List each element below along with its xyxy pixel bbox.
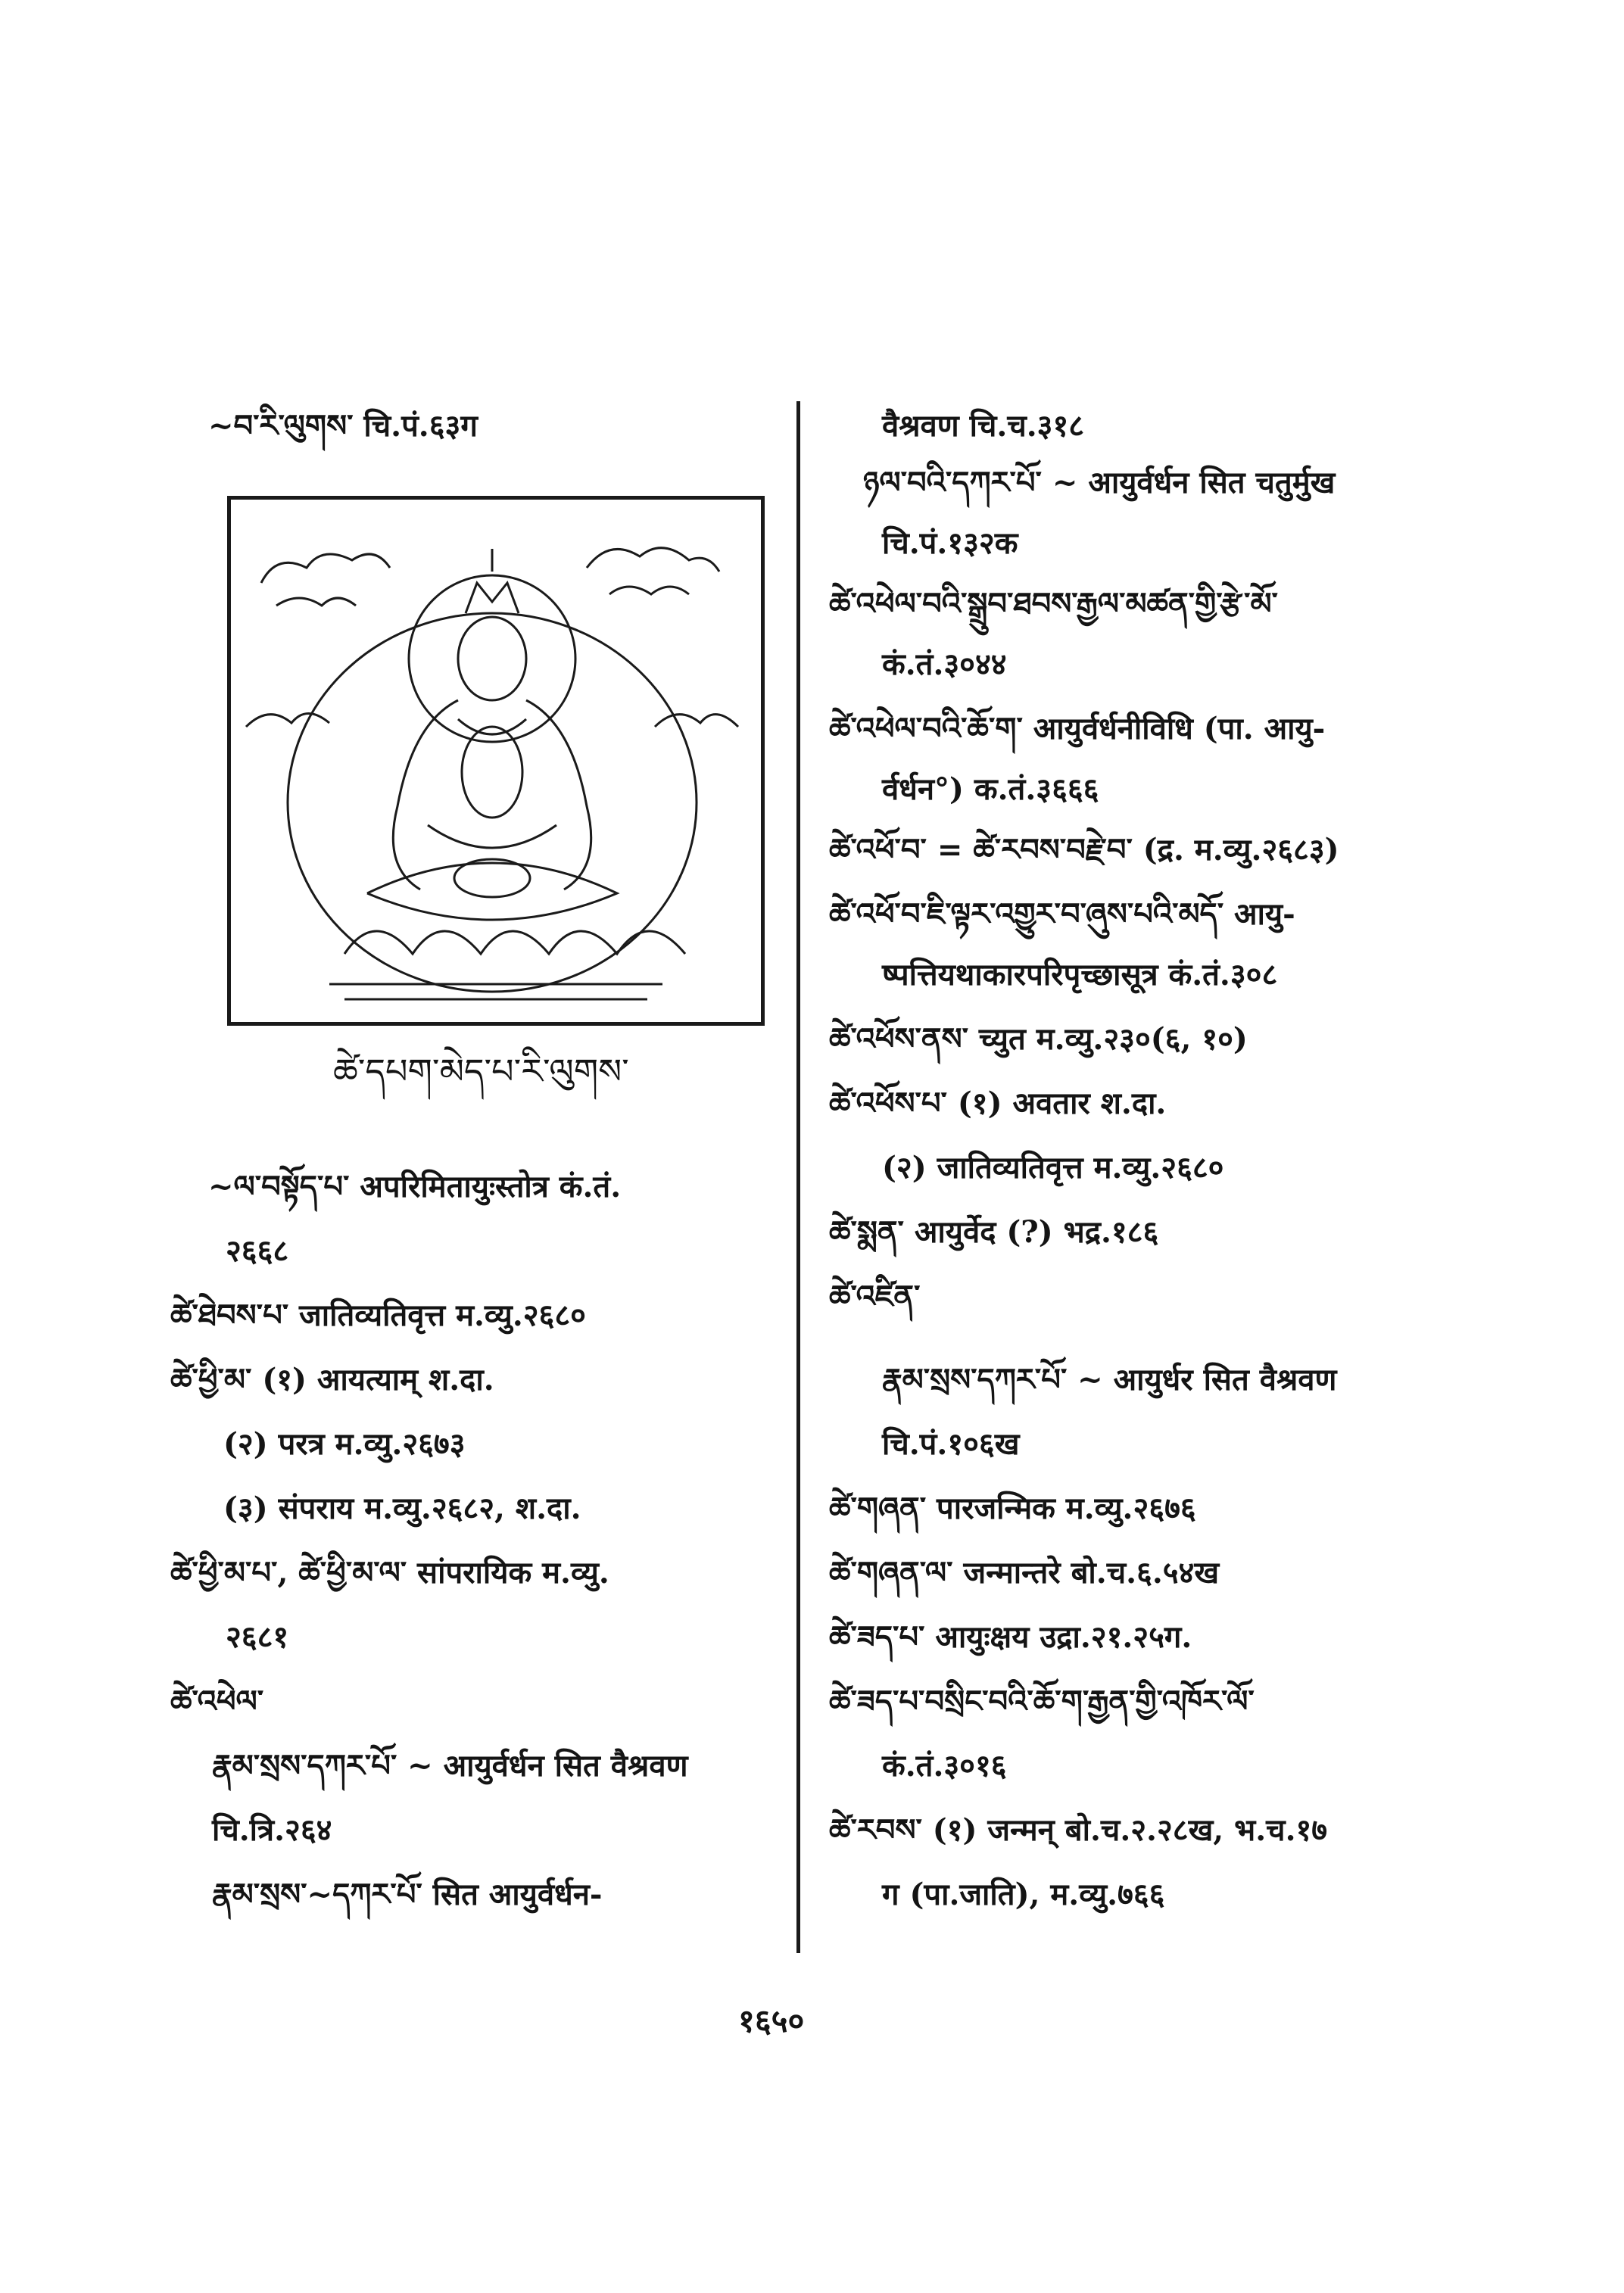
left-entry-1: ~ལ་བསྟོད་པ་ अपरिमितायुःस्तोत्र कं.तं. [208, 1169, 622, 1204]
figure-caption: ཚེ་དཔག་མེད་པ་རི་ལུགས་ [333, 1051, 629, 1092]
left-entry-9: ཚེ་འཕེལ་ [170, 1684, 264, 1719]
amitayus-illustration [227, 496, 765, 1026]
right-entry-7: र्वर्धन°) क.तं.३६६६ [882, 771, 1099, 807]
left-entry-3: ཚེ་ཐེབས་པ་ जातिव्यतिवृत्त म.व्यु.२६८० [170, 1298, 586, 1333]
right-entry-8: ཚེ་འཕོ་བ་ = ཚེ་རབས་བརྗེ་བ་ (द्र. म.व्यु.२६८३) [829, 832, 1339, 868]
right-entry-21: ཚེ་ཟད་པ་བསྲིང་བའི་ཆོ་ག་རྒྱན་གྱི་འཁོར་ལོ་ [829, 1684, 1255, 1719]
left-entry-12: རྣམ་སྲས་~དཀར་པོ་ सित आयुर्वर्धन- [212, 1877, 603, 1912]
left-entry-6: (३) संपराय म.व्यु.२६८२, श.दा. [223, 1491, 581, 1526]
left-entry-10: རྣམ་སྲས་དཀར་པོ་ ~ आयुर्वर्धन सित वैश्रवण [212, 1748, 688, 1784]
left-entry-5: (२) परत्र म.व्यु.२६७३ [223, 1426, 466, 1462]
right-entry-23: ཚེ་རབས་ (१) जन्मन् बो.च.२.२८ख, भ.च.१७ [829, 1812, 1328, 1848]
left-entry-4: ཚེ་ཕྱི་མ་ (१) आयत्याम् श.दा. [170, 1362, 494, 1397]
right-entry-5: कं.तं.३०४४ [882, 646, 1007, 682]
right-entry-2: ཉལ་བའི་དཀར་པོ་ ~ आयुर्वर्धन सित चतुर्मुख [863, 465, 1336, 500]
left-top-line: ~བ་རི་ལུགས་ चि.पं.६३ग [208, 408, 478, 444]
right-entry-15: ཚེ་འཛིན་ [829, 1279, 921, 1314]
left-entry-7: ཚེ་ཕྱི་མ་པ་, ཚེ་ཕྱི་མ་ལ་ सांपरायिक म.व्यु. [170, 1555, 609, 1590]
right-entry-9: ཚེ་འཕོ་བ་ཇི་ལྟར་འགྱུར་བ་ཞུས་པའི་མདོ་ आयु- [829, 896, 1295, 932]
page-number: १६५० [738, 2002, 805, 2039]
right-entry-24: ग (पा.जाति), म.व्यु.७६६ [882, 1877, 1165, 1912]
right-entry-12: ཚེ་འཕོས་པ་ (१) अवतार श.दा. [829, 1086, 1167, 1121]
left-entry-11: चि.त्रि.२६४ [212, 1812, 332, 1848]
right-entry-3: चि.पं.१३२क [882, 525, 1018, 561]
right-entry-22: कं.तं.३०१६ [882, 1748, 1007, 1784]
amitayus-figure-icon [231, 500, 761, 1022]
column-divider [796, 401, 800, 1953]
right-entry-6: ཚེ་འཕེལ་བའི་ཆོ་ག་ आयुर्वर्धनीविधि (पा. आयु- [829, 711, 1326, 746]
right-entry-4: ཚེ་འཕེལ་བའི་སྒྲུབ་ཐབས་རྒྱལ་མཚན་གྱི་རྩེ་མོ་ [829, 586, 1278, 622]
right-entry-11: ཚེ་འཕོས་ནས་ च्युत म.व्यु.२३०(६, १०) [829, 1021, 1248, 1057]
left-entry-2: २६६८ [226, 1233, 289, 1269]
right-entry-1: वैश्रवण चि.च.३१८ [882, 408, 1085, 444]
right-entry-10: ष्पत्तियथाकारपरिपृच्छासूत्र कं.तं.३०८ [882, 957, 1278, 992]
right-entry-16: རྣམ་སྲས་དཀར་པོ་ ~ आयुर्धर सित वैश्रवण [882, 1362, 1337, 1397]
right-entry-13: (२) जातिव्यतिवृत्त म.व्यु.२६८० [882, 1150, 1224, 1185]
right-entry-19: ཚེ་གཞན་ལ་ जन्मान्तरे बो.च.६.५४ख [829, 1555, 1220, 1590]
right-entry-20: ཚེ་ཟད་པ་ आयुःक्षय उद्रा.२१.२५ग. [829, 1619, 1192, 1655]
right-entry-14: ཚེ་སྨན་ आयुर्वेद (?) भद्र.१८६ [829, 1214, 1159, 1250]
right-entry-18: ཚེ་གཞན་ पारजन्मिक म.व्यु.२६७६ [829, 1491, 1196, 1526]
right-entry-17: चि.पं.१०६ख [882, 1426, 1020, 1462]
left-entry-8: २६८१ [226, 1619, 289, 1655]
